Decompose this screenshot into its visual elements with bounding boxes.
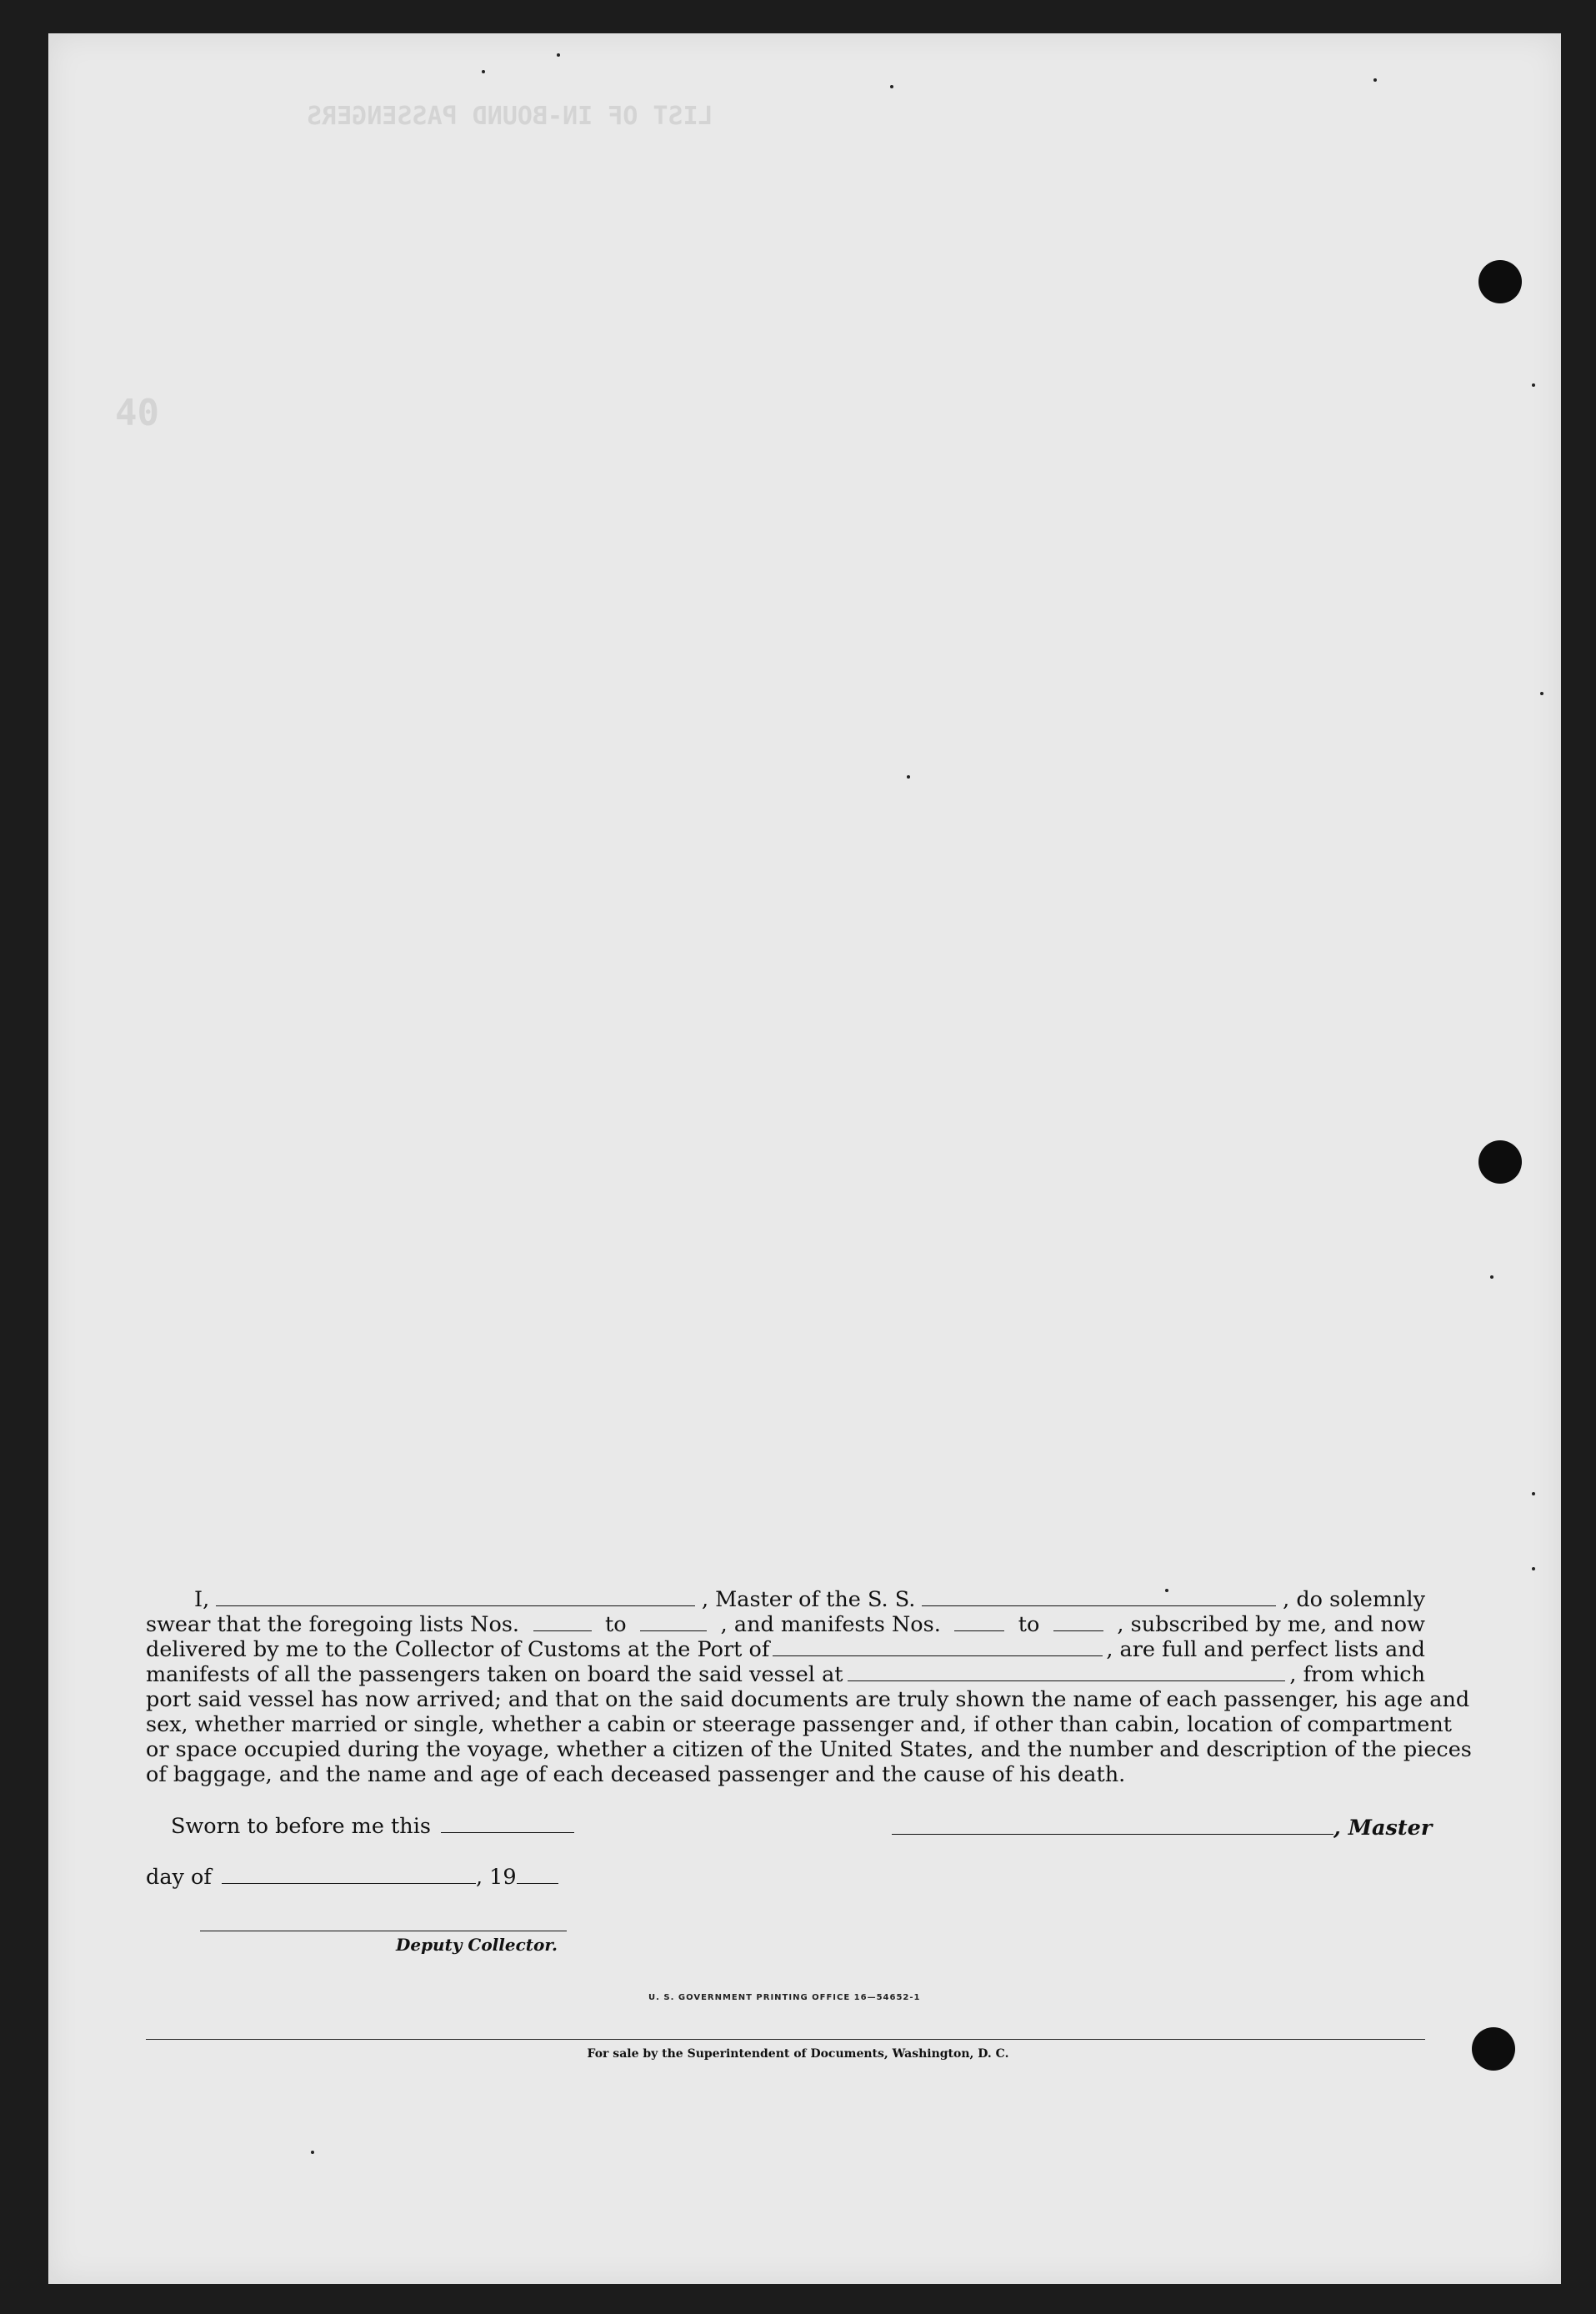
day-of-line: day of , 19 [146,1865,562,1890]
oath-line-8: of baggage, and the name and age of each deceased passenger and the cause of his death. [146,1762,1126,1787]
ship-name-blank[interactable] [922,1589,1276,1606]
month-blank[interactable] [222,1868,476,1884]
oath-line-1: I, , Master of the S. S. , do solemnly [194,1587,1425,1612]
oath-line-7: or space occupied during the voyage, whether a citizen of the United States, and the number and description of the pieces [146,1737,1472,1762]
oath-line-5: port said vessel has now arrived; and that on the said documents are truly shown the name of each passenger, his age and [146,1687,1470,1712]
master-signature-blank[interactable] [892,1819,1333,1835]
sworn-line: Sworn to before me this [171,1814,578,1839]
port-of-departure-blank[interactable] [848,1664,1285,1681]
oath-line-2: swear that the foregoing lists Nos. to , and manifests Nos. to , subscribed by me, and now [146,1612,1425,1637]
oath-line-3: delivered by me to the Collector of Customs at the Port of , are full and perfect lists and [146,1637,1425,1662]
ghost-header-title: LIST OF IN-BOUND PASSENGERS [307,102,713,131]
manifest-to-blank[interactable] [1053,1614,1103,1631]
ghost-page-mark: 40 [115,392,159,434]
footer-rule [146,2039,1425,2040]
master-signature-line: , Master [892,1816,1432,1841]
sale-notice: For sale by the Superintendent of Documents, Washington, D. C. [587,2047,1009,2061]
list-from-blank[interactable] [533,1614,592,1631]
sworn-date-blank[interactable] [441,1817,574,1833]
printing-office-imprint: U. S. GOVERNMENT PRINTING OFFICE 16—54652-1 [648,1993,921,2002]
master-name-blank[interactable] [216,1589,695,1606]
oath-line-4: manifests of all the passengers taken on board the said vessel at , from which [146,1662,1425,1687]
punch-hole [1478,260,1522,303]
oath-line-6: sex, whether married or single, whether a cabin or steerage passenger and, if other than cabin, location of compartment [146,1712,1453,1737]
list-to-blank[interactable] [640,1614,707,1631]
oath-paragraph [146,1587,1472,1787]
manifest-from-blank[interactable] [954,1614,1004,1631]
document-sheet [48,33,1561,2284]
port-of-arrival-blank[interactable] [773,1639,1103,1656]
punch-hole [1478,1140,1522,1184]
year-blank[interactable] [517,1868,558,1884]
deputy-collector-label: Deputy Collector. [396,1935,558,1955]
